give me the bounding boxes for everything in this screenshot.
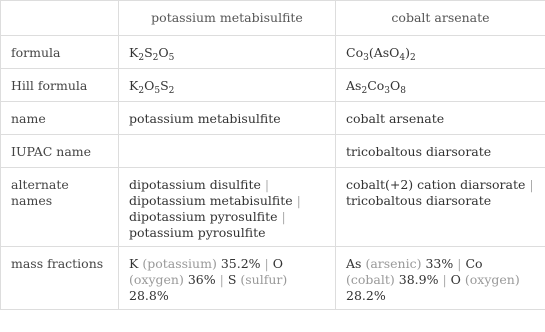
row-alternate-names: [1, 168, 545, 247]
hill-formula-potassium-metabisulfite: $K_2O_5S_2$: [119, 69, 336, 102]
iupac-name-potassium-metabisulfite: [119, 135, 336, 168]
iupac-name-cobalt-arsenate: tricobaltous diarsorate: [336, 135, 545, 168]
name-potassium-metabisulfite: potassium metabisulfite: [119, 102, 336, 135]
alternate-names-potassium-metabisulfite: dipotassium disulfite | dipotassium metabisulfite | dipotassium pyrosulfite | potassium pyrosulfite: [119, 168, 336, 247]
row-label-iupac-name: IUPAC name: [1, 135, 119, 168]
alternate-names-cobalt-arsenate: cobalt(+2) cation diarsorate | tricobaltous diarsorate: [336, 168, 545, 247]
header-potassium-metabisulfite: potassium metabisulfite: [119, 1, 336, 36]
row-mass-fractions: [1, 247, 545, 310]
header-empty-cell: [1, 1, 119, 36]
mass-fractions-potassium-metabisulfite: K (potassium) 35.2% | O (oxygen) 36% | S (sulfur) 28.8%: [119, 247, 336, 310]
row-iupac-name: [1, 135, 545, 168]
name-cobalt-arsenate: cobalt arsenate: [336, 102, 545, 135]
row-label-alternate-names: alternate names: [1, 168, 119, 247]
row-label-name: name: [1, 102, 119, 135]
header-row: [1, 1, 545, 36]
hill-formula-cobalt-arsenate: $As_2Co_3O_8$: [336, 69, 545, 102]
mass-fractions-cobalt-arsenate: As (arsenic) 33% | Co (cobalt) 38.9% | O (oxygen) 28.2%: [336, 247, 545, 310]
row-hill-formula: [1, 69, 545, 102]
row-label-mass-fractions: mass fractions: [1, 247, 119, 310]
header-cobalt-arsenate: cobalt arsenate: [336, 1, 545, 36]
row-label-formula: formula: [1, 36, 119, 69]
row-label-hill-formula: Hill formula: [1, 69, 119, 102]
row-formula: [1, 36, 545, 69]
row-name: [1, 102, 545, 135]
formula-potassium-metabisulfite: $K_2S_2O_5$: [119, 36, 336, 69]
formula-cobalt-arsenate: $Co_3(AsO_4)_2$: [336, 36, 545, 69]
